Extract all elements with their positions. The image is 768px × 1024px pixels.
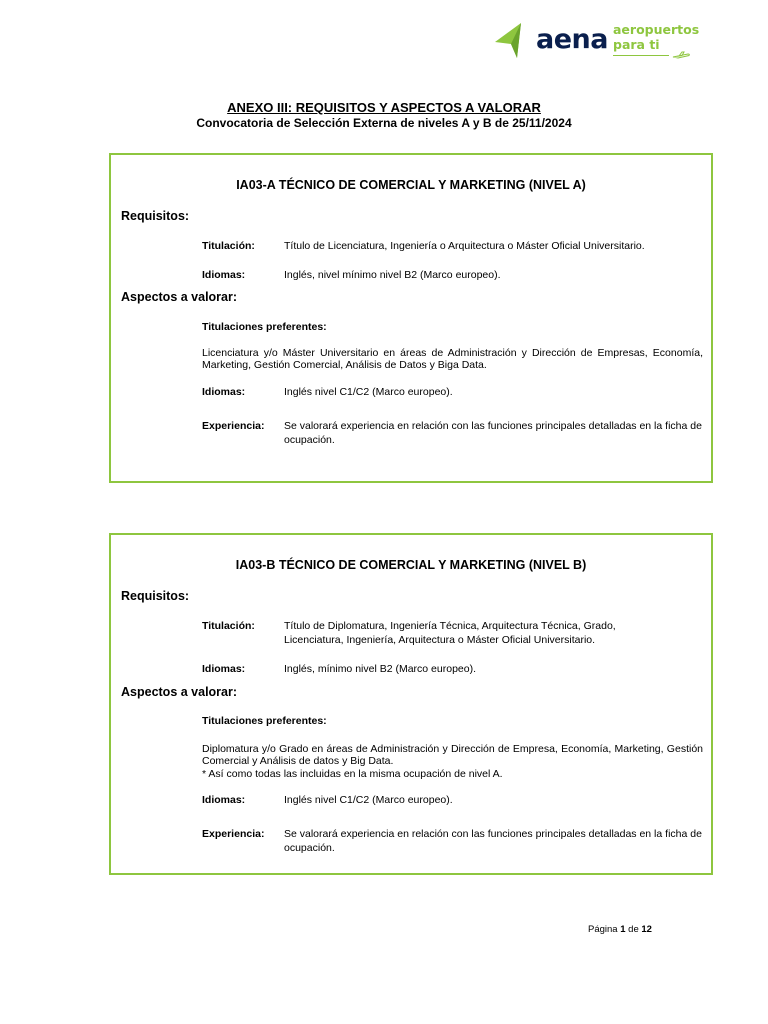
idiomas-valorar-label: Idiomas: — [202, 794, 246, 806]
idiomas-valorar-value: Inglés nivel C1/C2 (Marco europeo). — [284, 794, 453, 806]
experiencia-label: Experiencia: — [202, 828, 265, 840]
page-current: 1 — [620, 924, 626, 935]
aspectos-heading: Aspectos a valorar: — [121, 290, 238, 304]
logo-tagline — [613, 22, 699, 52]
idiomas-label: Idiomas: — [202, 663, 246, 675]
preferentes-label: Titulaciones preferentes: — [202, 715, 327, 727]
logo-tagline-line1: aeropuertos — [613, 22, 700, 37]
experiencia-label: Experiencia: — [202, 420, 265, 432]
titulacion-label: Titulación: — [202, 240, 255, 252]
idiomas-value: Inglés, mínimo nivel B2 (Marco europeo). — [284, 663, 476, 675]
titulacion-label: Titulación: — [202, 620, 255, 632]
preferentes-value: Licenciatura y/o Máster Universitario en áreas de Administración y Dirección de Empresas, Economía, Marketing, Gestión Comercial, Análisis de Datos y Biga Data. — [202, 347, 703, 371]
of-word: de — [628, 924, 639, 935]
preferentes-label: Titulaciones preferentes: — [202, 321, 327, 333]
logo-underline — [613, 55, 669, 56]
idiomas-valorar-label: Idiomas: — [202, 386, 246, 398]
preferentes-value: Diplomatura y/o Grado en áreas de Administración y Dirección de Empresa, Economía, Marketing, Gestión Comercial y Análisis de datos y Big Data. — [202, 743, 703, 767]
aena-arrow-icon — [494, 20, 534, 60]
aena-logo — [494, 20, 704, 62]
page-word: Página — [588, 924, 618, 935]
position-title: IA03-A TÉCNICO DE COMERCIAL Y MARKETING (NIVEL A) — [236, 178, 586, 192]
requisitos-heading: Requisitos: — [121, 209, 190, 223]
aspectos-heading: Aspectos a valorar: — [121, 685, 238, 699]
document-title: ANEXO III: REQUISITOS Y ASPECTOS A VALORAR — [227, 100, 541, 115]
preferentes-note: * Así como todas las incluidas en la misma ocupación de nivel A. — [202, 768, 503, 780]
idiomas-value: Inglés, nivel mínimo nivel B2 (Marco europeo). — [284, 269, 501, 281]
logo-tagline-line2: para ti — [613, 37, 660, 52]
position-box-b — [109, 533, 713, 875]
titulacion-value: Título de Licenciatura, Ingeniería o Arquitectura o Máster Oficial Universitario. — [284, 240, 645, 252]
idiomas-label: Idiomas: — [202, 269, 246, 281]
experiencia-value: Se valorará experiencia en relación con las funciones principales detalladas en la ficha de ocupación. — [284, 828, 702, 854]
logo-brand: aena — [536, 24, 608, 55]
idiomas-valorar-value: Inglés nivel C1/C2 (Marco europeo). — [284, 386, 453, 398]
airplane-icon — [672, 50, 690, 60]
page-footer — [588, 924, 652, 935]
requisitos-heading: Requisitos: — [121, 589, 190, 603]
position-title: IA03-B TÉCNICO DE COMERCIAL Y MARKETING (NIVEL B) — [235, 558, 587, 572]
page-total: 12 — [641, 924, 652, 935]
titulacion-value: Título de Diplomatura, Ingeniería Técnica, Arquitectura Técnica, Grado, Licenciatura, Ingeniería, Arquitectura o Máster Oficial Universitario. — [284, 620, 616, 646]
document-subtitle: Convocatoria de Selección Externa de niveles A y B de 25/11/2024 — [196, 116, 572, 130]
experiencia-value: Se valorará experiencia en relación con las funciones principales detalladas en la ficha de ocupación. — [284, 420, 702, 446]
position-box-a — [109, 153, 713, 483]
